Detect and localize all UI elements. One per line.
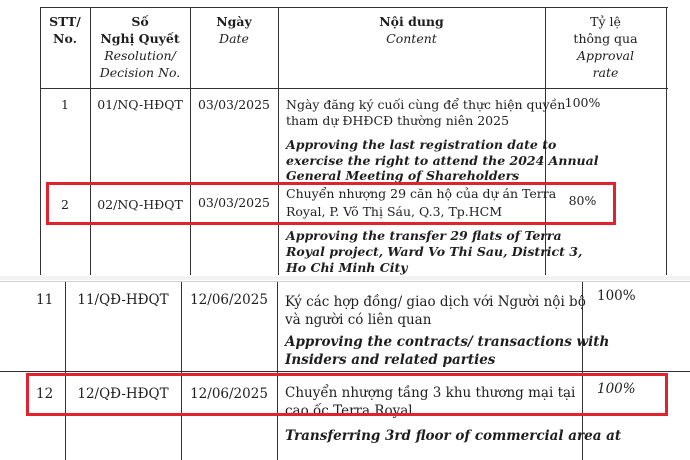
resolution-number: 02/NQ-HĐQT: [97, 197, 183, 212]
header-ngay: Ngày: [216, 14, 252, 29]
header-ty-le: Tỷ lệ: [590, 14, 621, 29]
column-divider: [666, 7, 667, 275]
header-stt-en: No.: [53, 31, 77, 46]
header-content: Content: [386, 31, 437, 46]
resolution-date: 03/03/2025: [197, 97, 271, 112]
header-stt: STT/: [49, 14, 81, 29]
table-top-border: [0, 281, 690, 282]
header-so: Số: [131, 14, 149, 29]
content-vn-line: cao ốc Terra Royal: [285, 403, 413, 419]
content-en-line: Ho Chi Minh City: [286, 260, 408, 275]
row-number: 2: [61, 197, 69, 212]
content-en-line: Insiders and related parties: [285, 352, 496, 368]
snippet-divider: [0, 276, 690, 280]
content-en-line: Approving the contracts/ transactions with: [285, 334, 610, 350]
approval-rate: 100%: [597, 381, 636, 397]
approval-rate: 80%: [568, 193, 597, 208]
highlight-box: [46, 182, 616, 225]
content-vn-line: tham dự ĐHĐCĐ thường niên 2025: [286, 113, 510, 128]
table-top-border: [40, 7, 668, 8]
content-en-line: Transferring 3rd floor of commercial area at: [285, 428, 622, 444]
content-en-line: Approving the last registration date to: [286, 137, 557, 152]
header-date: Date: [219, 31, 249, 46]
header-decision-no: Decision No.: [99, 65, 181, 80]
content-en-line: Royal project, Ward Vo Thi Sau, District 3,: [286, 244, 583, 259]
content-en-line: Approving the transfer 29 flats of Terra: [286, 228, 562, 243]
column-divider: [278, 7, 279, 275]
row-divider: [0, 371, 690, 372]
approval-rate: 100%: [564, 95, 601, 110]
row-number: 11: [36, 292, 54, 308]
resolution-date: 12/06/2025: [190, 292, 268, 308]
header-rate: rate: [592, 65, 619, 80]
resolution-date: 03/03/2025: [197, 195, 271, 210]
row-number: 1: [61, 97, 69, 112]
resolution-number: 11/QĐ-HĐQT: [77, 292, 169, 308]
header-approval: Approval: [576, 48, 635, 63]
resolution-number: 12/QĐ-HĐQT: [77, 386, 169, 402]
header-nghi-quyet: Nghị Quyết: [100, 31, 180, 46]
content-vn-line: Chuyển nhượng 29 căn hộ của dự án Terra: [286, 186, 557, 201]
row-number: 12: [36, 386, 54, 402]
content-vn-line: Chuyển nhượng tầng 3 khu thương mại tại: [285, 385, 576, 401]
header-bottom-border: [40, 88, 668, 89]
content-vn-line: Ngày đăng ký cuối cùng để thực hiện quyền: [286, 97, 566, 112]
content-vn-line: và người có liên quan: [285, 312, 432, 328]
header-thong-qua: thông qua: [573, 31, 638, 46]
highlight-box: [26, 373, 668, 416]
content-vn-line: Royal, P. Võ Thị Sáu, Q.3, Tp.HCM: [286, 204, 503, 219]
resolution-number: 01/NQ-HĐQT: [97, 97, 183, 112]
column-divider: [190, 7, 191, 275]
content-vn-line: Ký các hợp đồng/ giao dịch với Người nội bộ: [285, 294, 586, 310]
content-en-line: General Meeting of Shareholders: [286, 168, 520, 183]
resolution-date: 12/06/2025: [190, 386, 268, 402]
column-divider: [40, 7, 41, 275]
approval-rate: 100%: [597, 288, 636, 304]
header-noi-dung: Nội dung: [379, 14, 444, 29]
content-en-line: exercise the right to attend the 2024 Annual: [286, 153, 599, 168]
header-resolution: Resolution/: [104, 48, 176, 63]
